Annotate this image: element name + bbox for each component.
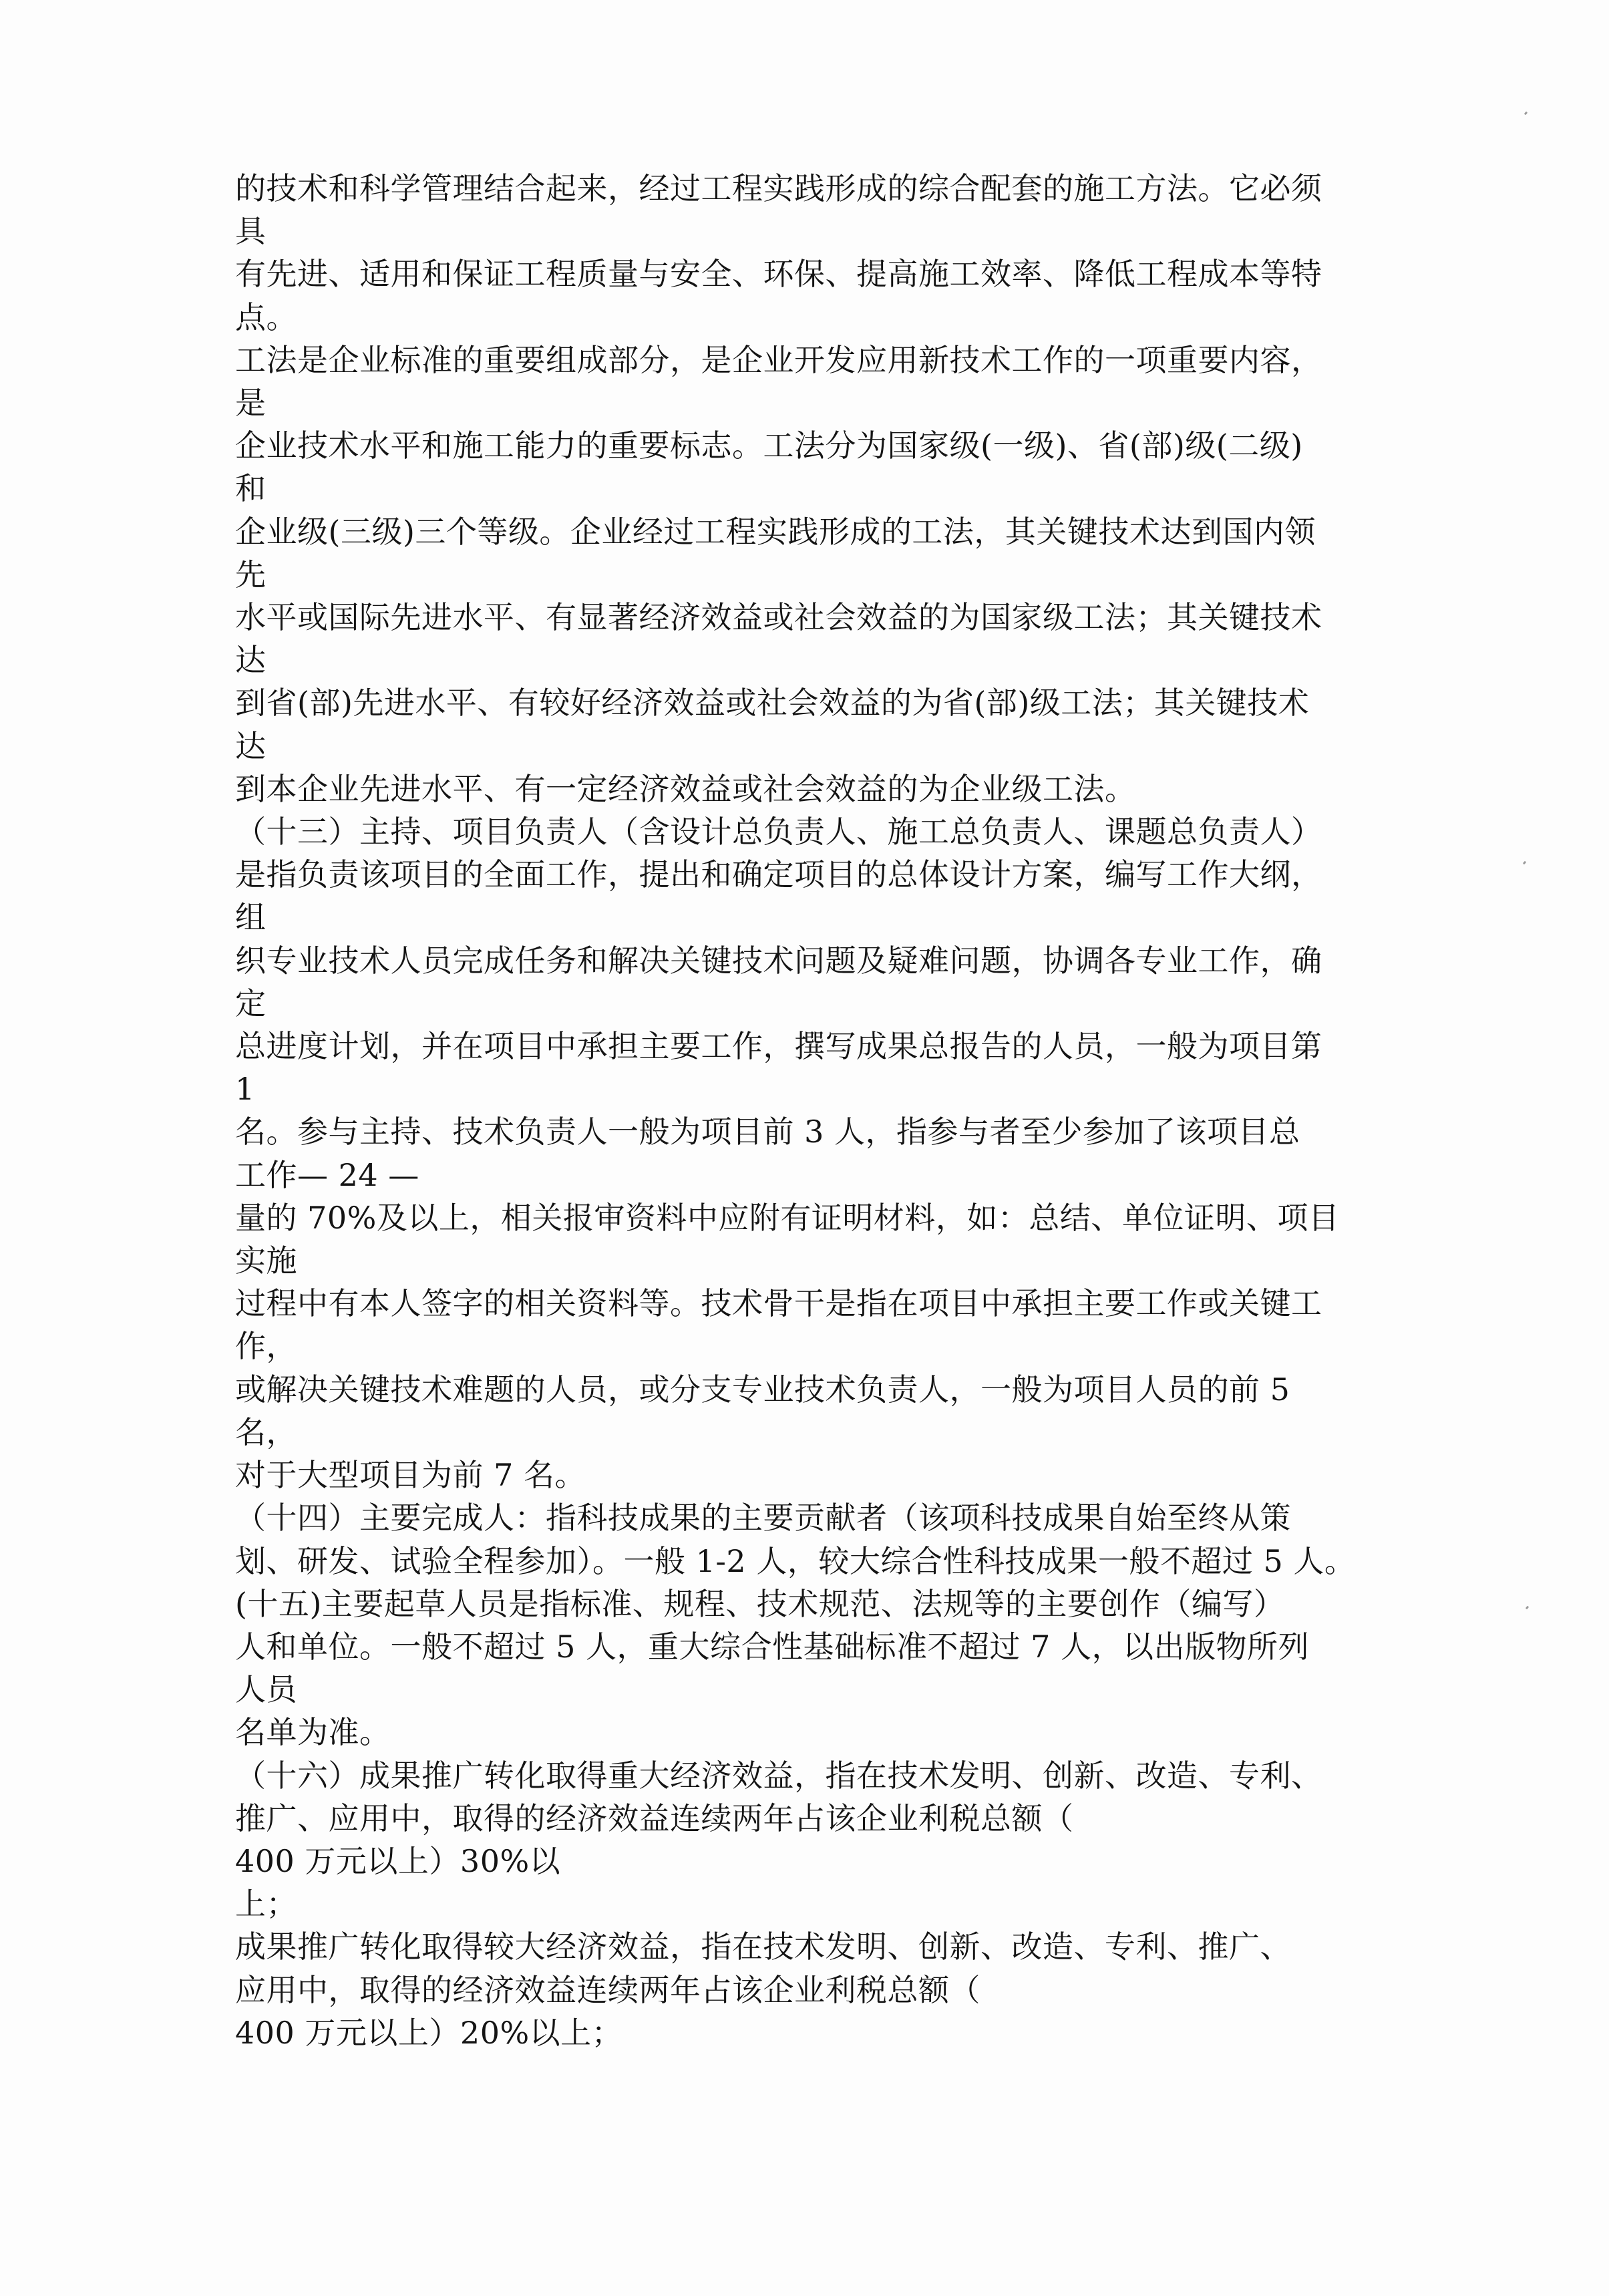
text-line: 点。 [235, 299, 297, 335]
text-line: 有先进、适用和保证工程质量与安全、环保、提高施工效率、降低工程成本等特 [235, 256, 1322, 293]
scan-speck [1523, 861, 1527, 865]
text-line: 应用中，取得的经济效益连续两年占该企业利税总额（ [235, 1971, 980, 2008]
text-line: 对于大型项目为前 7 名。 [235, 1457, 586, 1494]
text-line: 总进度计划，并在项目中承担主要工作，撰写成果总报告的人员，一般为项目第 [235, 1028, 1322, 1065]
text-line: 先 [235, 556, 266, 593]
text-line: 的技术和科学管理结合起来，经过工程实践形成的综合配套的施工方法。它必须 [235, 170, 1322, 206]
text-line: 达 [235, 727, 266, 764]
text-line: 400 万元以上）30%以 [235, 1842, 561, 1879]
text-line: 上； [235, 1886, 297, 1923]
text-line: 或解决关键技术难题的人员，或分支专业技术负责人，一般为项目人员的前 5 [235, 1371, 1290, 1408]
text-line: 定 [235, 985, 266, 1021]
text-line: 400 万元以上）20%以上； [235, 2014, 623, 2051]
text-line: 作， [235, 1328, 297, 1365]
text-line: 企业级(三级)三个等级。企业经过工程实践形成的工法，其关键技术达到国内领 [235, 513, 1316, 550]
text-line: 水平或国际先进水平、有显著经济效益或社会效益的为国家级工法；其关键技术 [235, 599, 1322, 636]
text-line: 企业技术水平和施工能力的重要标志。工法分为国家级(一级)、省(部)级(二级) [235, 428, 1303, 464]
text-line: 名， [235, 1414, 297, 1450]
text-line: 实施 [235, 1243, 297, 1279]
text-line: 划、研发、试验全程参加）。一般 1-2 人，较大综合性科技成果一般不超过 5 人。 [235, 1542, 1356, 1579]
text-line: 人和单位。一般不超过 5 人，重大综合性基础标准不超过 7 人，以出版物所列 [235, 1628, 1310, 1665]
text-line: 工法是企业标准的重要组成部分，是企业开发应用新技术工作的一项重要内容， [235, 341, 1322, 378]
text-line: 1 [235, 1071, 255, 1108]
document-body [235, 167, 1404, 2054]
text-line: 到省(部)先进水平、有较好经济效益或社会效益的为省(部)级工法；其关键技术 [235, 685, 1310, 721]
text-line: 和 [235, 470, 266, 507]
scan-speck [1526, 1606, 1530, 1610]
text-line: 是指负责该项目的全面工作，提出和确定项目的总体设计方案，编写工作大纲， [235, 856, 1322, 893]
text-line: 是 [235, 385, 266, 422]
text-line: （十六）成果推广转化取得重大经济效益，指在技术发明、创新、改造、专利、 [235, 1757, 1322, 1794]
text-line: 量的 70%及以上，相关报审资料中应附有证明材料，如：总结、单位证明、项目 [235, 1199, 1340, 1236]
text-line: 组 [235, 899, 266, 936]
text-line: 成果推广转化取得较大经济效益，指在技术发明、创新、改造、专利、推广、 [235, 1929, 1291, 1965]
text-line: 名。参与主持、技术负责人一般为项目前 3 人，指参与者至少参加了该项目总 [235, 1114, 1300, 1150]
text-line: 人员 [235, 1671, 297, 1708]
text-line: 名单为准。 [235, 1714, 391, 1751]
text-line: （十四）主要完成人：指科技成果的主要贡献者（该项科技成果自始至终从策 [235, 1500, 1291, 1536]
text-line: 工作— 24 — [235, 1156, 419, 1193]
text-line: 过程中有本人签字的相关资料等。技术骨干是指在项目中承担主要工作或关键工 [235, 1285, 1322, 1322]
text-line: 达 [235, 642, 266, 679]
scan-speck [1524, 112, 1528, 116]
text-line: 到本企业先进水平、有一定经济效益或社会效益的为企业级工法。 [235, 770, 1136, 807]
text-line: 织专业技术人员完成任务和解决关键技术问题及疑难问题，协调各专业工作，确 [235, 942, 1322, 979]
text-line: 具 [235, 213, 266, 250]
text-line: （十三）主持、项目负责人（含设计总负责人、施工总负责人、课题总负责人） [235, 814, 1322, 850]
text-line: 推广、应用中，取得的经济效益连续两年占该企业利税总额（ [235, 1800, 1074, 1836]
text-line: (十五)主要起草人员是指标准、规程、技术规范、法规等的主要创作（编写） [235, 1585, 1285, 1622]
